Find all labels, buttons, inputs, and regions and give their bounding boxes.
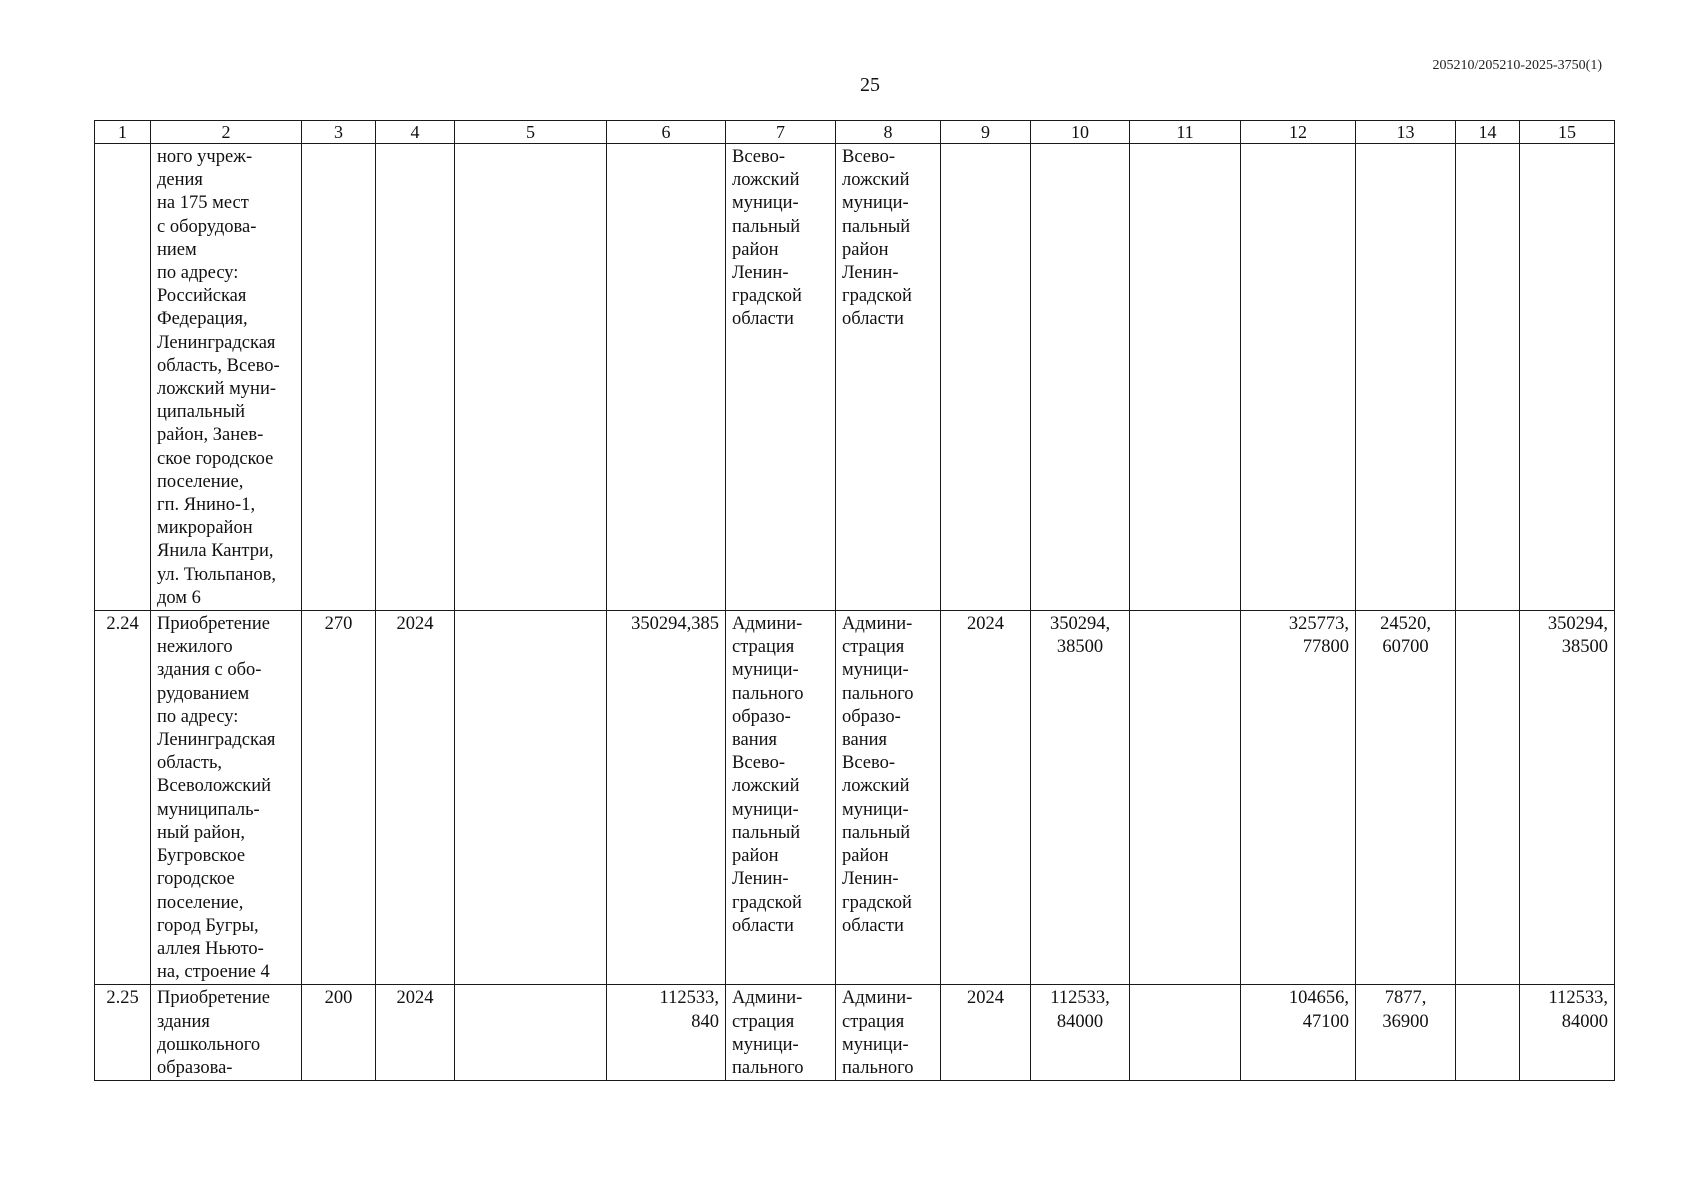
cell-line: район [732, 846, 779, 867]
cell-line: на 175 мест [157, 193, 249, 214]
table-cell-col-14 [1456, 611, 1520, 985]
cell-line: 47100 [1302, 1011, 1349, 1032]
cell-line: нием [157, 239, 197, 260]
cell-line: области [732, 309, 794, 330]
cell-line: 350294, [1049, 614, 1111, 635]
cell-line: Всево- [842, 147, 896, 167]
table-cell-col-6 [607, 144, 726, 611]
document-id: 205210/205210-2025-3750(1) [1432, 58, 1602, 73]
col-header-13: 13 [1356, 121, 1456, 144]
table-cell-col-7 [726, 985, 836, 1081]
cell-line: муници- [732, 799, 799, 820]
cell-line: 24520, [1380, 614, 1431, 635]
cell-line: Бугровское [157, 846, 246, 867]
col-header-14: 14 [1456, 121, 1520, 144]
cell-line: Админи- [842, 988, 913, 1009]
table-cell-col-13 [1356, 144, 1456, 611]
table-cell-col-12 [1241, 144, 1356, 611]
table-cell-col-15 [1520, 611, 1615, 985]
table-cell-col-7 [726, 144, 836, 611]
table-cell-col-8 [836, 985, 941, 1081]
table-cell-col-4 [376, 985, 455, 1081]
cell-line: Ленинградская [157, 730, 276, 751]
cell-text: 2.25 [106, 988, 139, 1009]
cell-line: муници- [732, 660, 799, 681]
table-cell-col-13 [1356, 985, 1456, 1081]
col-header-4: 4 [376, 121, 455, 144]
cell-line: муници- [842, 660, 909, 681]
cell-line: район [842, 846, 889, 867]
col-header-9: 9 [941, 121, 1031, 144]
cell-line: пального [842, 1057, 914, 1078]
table-cell-col-10 [1031, 611, 1130, 985]
table-cell-col-2 [151, 611, 302, 985]
cell-line: гп. Янино-1, [157, 495, 256, 516]
cell-line: ское городское [157, 448, 274, 469]
cell-line: нежилого [157, 637, 233, 658]
cell-line: 77800 [1302, 637, 1349, 658]
cell-line: вания [732, 730, 778, 751]
cell-line: ложский [732, 170, 800, 191]
cell-line: Ленин- [732, 869, 789, 890]
table-cell-col-6 [607, 611, 726, 985]
cell-line: дом 6 [157, 587, 201, 608]
cell-line: 112533, [1050, 988, 1110, 1009]
cell-line: город Бугры, [157, 915, 259, 936]
cell-line: Ленинградская [157, 332, 276, 353]
cell-text: 2024 [967, 988, 1004, 1009]
cell-line: 325773, [1288, 614, 1349, 635]
cell-line: страция [732, 637, 795, 658]
table-cell-col-3 [302, 611, 376, 985]
table-cell-col-1 [95, 611, 151, 985]
cell-line: Всево- [842, 753, 896, 774]
col-header-6: 6 [607, 121, 726, 144]
table-cell-col-6 [607, 985, 726, 1081]
col-header-15: 15 [1520, 121, 1615, 144]
table-cell-col-9 [941, 985, 1031, 1081]
cell-line: Всево- [732, 753, 786, 774]
cell-line: аллея Ньюто- [157, 938, 264, 959]
cell-line: Ленин- [842, 869, 899, 890]
table-cell-col-14 [1456, 985, 1520, 1081]
cell-line: Приобретение [157, 988, 270, 1009]
cell-line: 840 [691, 1011, 719, 1032]
cell-line: здания с обо- [157, 660, 262, 681]
cell-line: 350294, [1547, 614, 1608, 635]
cell-line: микрорайон [157, 518, 253, 539]
cell-line: муници- [842, 799, 909, 820]
cell-line: ул. Тюльпанов, [157, 564, 276, 585]
data-table [94, 120, 1615, 1081]
cell-line: муниципаль- [157, 799, 260, 820]
cell-text: 200 [324, 988, 353, 1009]
table-cell-col-5 [455, 611, 607, 985]
cell-text: 2.24 [106, 614, 139, 635]
cell-line: страция [842, 637, 905, 658]
cell-line: 112533, [1548, 988, 1608, 1009]
table-cell-col-2 [151, 144, 302, 611]
cell-line: образо- [842, 706, 901, 727]
cell-line: рудованием [157, 683, 250, 704]
cell-text: 2024 [967, 614, 1004, 635]
cell-line: ложский муни- [157, 379, 277, 400]
table-cell-col-14 [1456, 144, 1520, 611]
table-cell-col-1 [95, 985, 151, 1081]
cell-line: Янила Кантри, [157, 541, 274, 562]
table-cell-col-9 [941, 144, 1031, 611]
cell-line: муници- [732, 1034, 799, 1055]
cell-line: по адресу: [157, 263, 239, 284]
cell-line: 104656, [1288, 988, 1349, 1009]
cell-line: образо- [732, 706, 791, 727]
cell-line: ного учреж- [157, 147, 253, 167]
col-header-3: 3 [302, 121, 376, 144]
col-header-8: 8 [836, 121, 941, 144]
cell-line: Федерация, [157, 309, 248, 330]
table-cell-col-8 [836, 611, 941, 985]
cell-line: Всеволожский [157, 776, 272, 797]
table-row [95, 985, 1615, 1081]
cell-line: Всево- [732, 147, 786, 167]
cell-line: поселение, [157, 471, 244, 492]
cell-line: Ленин- [842, 263, 899, 284]
cell-line: 84000 [1561, 1011, 1608, 1032]
cell-line: район [732, 239, 779, 260]
table-cell-col-7 [726, 611, 836, 985]
cell-line: ложский [732, 776, 800, 797]
table-cell-col-8 [836, 144, 941, 611]
cell-text: 270 [324, 614, 353, 635]
cell-line: страция [842, 1011, 905, 1032]
table-row [95, 144, 1615, 611]
cell-line: ложский [842, 776, 910, 797]
col-header-11: 11 [1130, 121, 1241, 144]
col-header-12: 12 [1241, 121, 1356, 144]
cell-line: муници- [842, 1034, 909, 1055]
cell-line: 84000 [1056, 1011, 1104, 1032]
cell-line: ципальный [157, 402, 245, 423]
table-cell-col-3 [302, 144, 376, 611]
column-number-row [95, 121, 1615, 144]
cell-line: дения [157, 170, 203, 191]
cell-text: 2024 [396, 988, 434, 1009]
cell-line: Админи- [732, 988, 803, 1009]
cell-line: страция [732, 1011, 795, 1032]
cell-line: 38500 [1056, 637, 1104, 658]
cell-line: пального [732, 683, 804, 704]
cell-line: 112533, [659, 988, 719, 1009]
cell-line: пальный [842, 822, 911, 843]
table-cell-col-2 [151, 985, 302, 1081]
cell-line: муници- [842, 193, 909, 214]
cell-line: ложский [842, 170, 910, 191]
cell-line: по адресу: [157, 706, 239, 727]
table-cell-col-11 [1130, 985, 1241, 1081]
cell-line: на, строение 4 [157, 962, 270, 983]
cell-line: области [842, 309, 904, 330]
cell-line: городское [157, 869, 235, 890]
table-cell-col-5 [455, 144, 607, 611]
cell-line: район, Занев- [157, 425, 264, 446]
cell-line: пального [732, 1057, 804, 1078]
table-cell-col-4 [376, 611, 455, 985]
cell-line: вания [842, 730, 888, 751]
table-cell-col-10 [1031, 144, 1130, 611]
table-cell-col-5 [455, 985, 607, 1081]
cell-line: пального [842, 683, 914, 704]
cell-line: 7877, [1384, 988, 1427, 1009]
cell-line: градской [842, 286, 912, 307]
cell-line: пальный [732, 822, 801, 843]
cell-line: район [842, 239, 889, 260]
table-cell-col-11 [1130, 611, 1241, 985]
cell-line: пальный [732, 216, 801, 237]
table-cell-col-13 [1356, 611, 1456, 985]
page-number: 25 [860, 74, 880, 96]
cell-line: ный район, [157, 822, 245, 843]
table-row [95, 611, 1615, 985]
cell-line: область, [157, 753, 223, 774]
cell-line: 36900 [1382, 1011, 1429, 1032]
cell-line: области [842, 915, 904, 936]
cell-line: 60700 [1382, 637, 1429, 658]
table-cell-col-1 [95, 144, 151, 611]
cell-line: Приобретение [157, 614, 270, 635]
cell-line: Админи- [732, 614, 803, 635]
cell-line: с оборудова- [157, 216, 257, 237]
cell-line: Ленин- [732, 263, 789, 284]
table-cell-col-12 [1241, 985, 1356, 1081]
col-header-10: 10 [1031, 121, 1130, 144]
cell-text: 2024 [396, 614, 434, 635]
cell-line: пальный [842, 216, 911, 237]
table-cell-col-12 [1241, 611, 1356, 985]
table-cell-col-11 [1130, 144, 1241, 611]
cell-line: муници- [732, 193, 799, 214]
table-cell-col-4 [376, 144, 455, 611]
cell-line: градской [732, 892, 802, 913]
cell-line: области [732, 915, 794, 936]
cell-line: дошкольного [157, 1034, 261, 1055]
cell-line: поселение, [157, 892, 244, 913]
cell-line: образова- [157, 1057, 233, 1078]
col-header-1: 1 [95, 121, 151, 144]
table-cell-col-15 [1520, 144, 1615, 611]
cell-line: 38500 [1561, 637, 1608, 658]
cell-line: область, Всево- [157, 355, 280, 376]
cell-line: Админи- [842, 614, 913, 635]
cell-line: градской [732, 286, 802, 307]
cell-text: 350294,385 [631, 614, 719, 635]
col-header-7: 7 [726, 121, 836, 144]
col-header-5: 5 [455, 121, 607, 144]
col-header-2: 2 [151, 121, 302, 144]
cell-line: Российская [157, 286, 247, 307]
table-cell-col-9 [941, 611, 1031, 985]
table-cell-col-15 [1520, 985, 1615, 1081]
cell-line: здания [157, 1011, 210, 1032]
cell-line: градской [842, 892, 912, 913]
table-cell-col-10 [1031, 985, 1130, 1081]
table-cell-col-3 [302, 985, 376, 1081]
